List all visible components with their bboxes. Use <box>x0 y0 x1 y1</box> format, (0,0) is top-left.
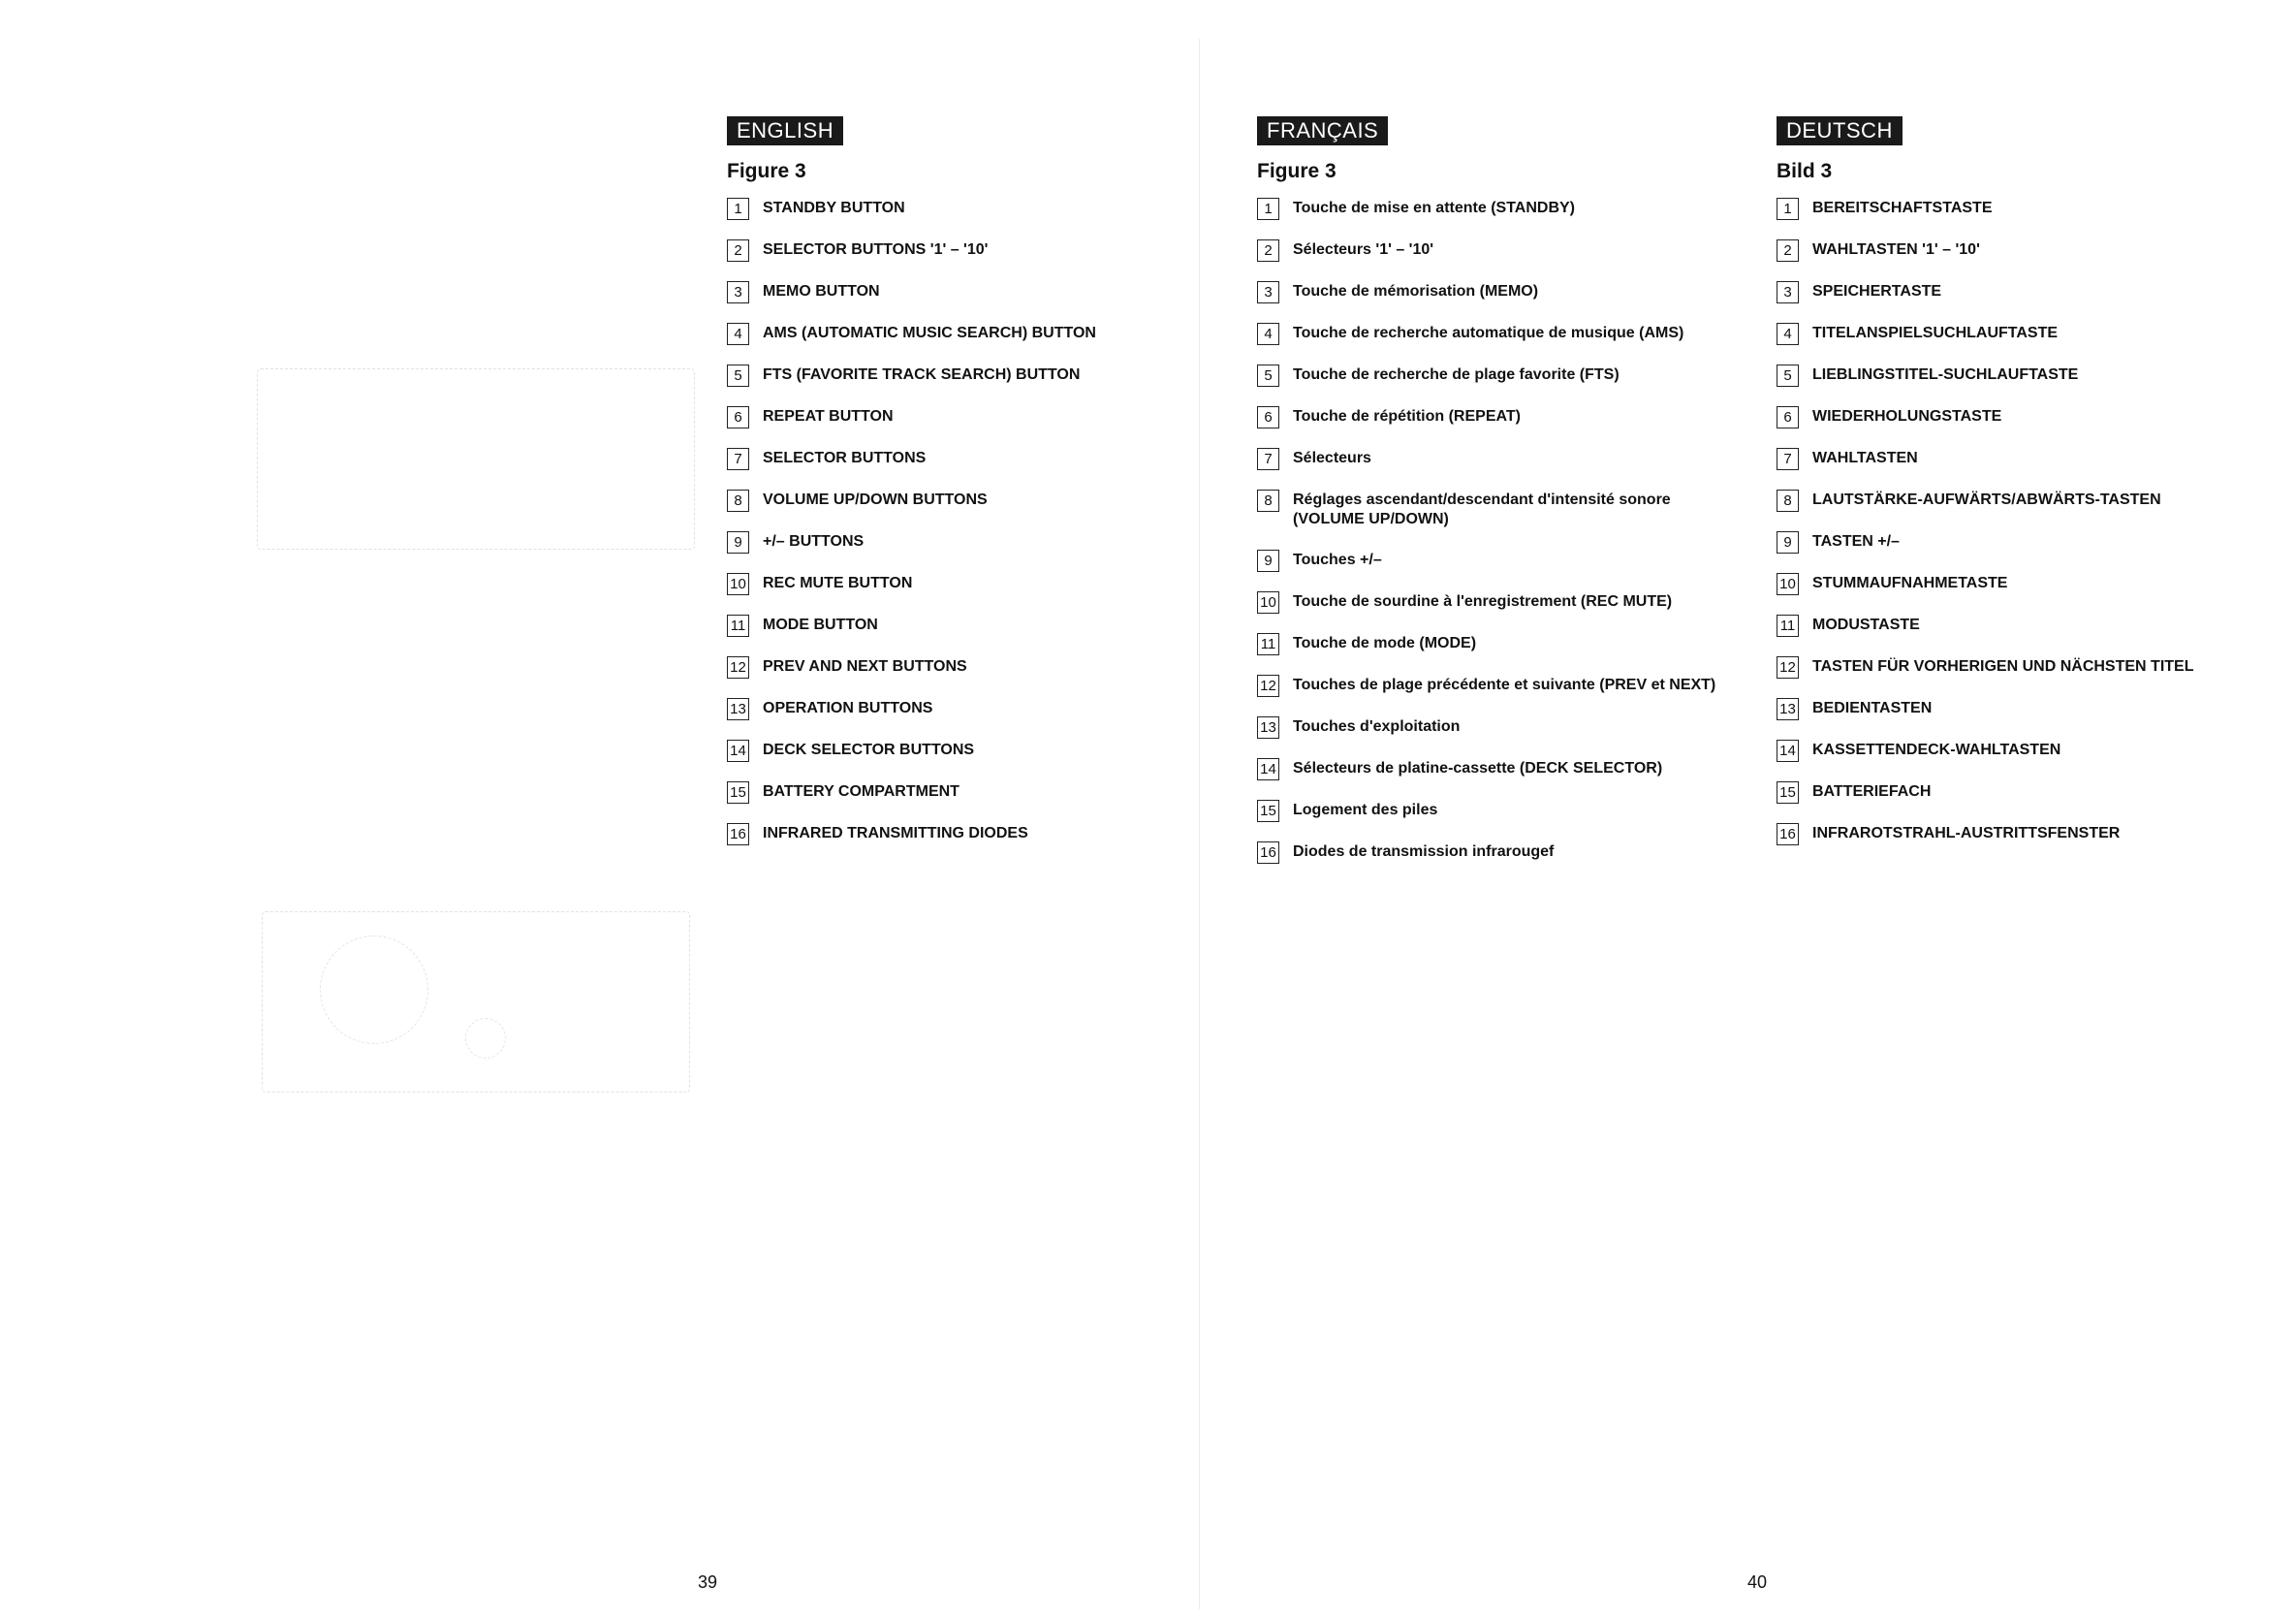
item-label <box>763 740 974 760</box>
item-number-box: 12 <box>727 656 749 679</box>
item-label-line: SELECTOR BUTTONS <box>763 450 927 466</box>
item-number-box: 9 <box>1257 550 1279 572</box>
list-item <box>1777 573 2193 615</box>
item-label <box>763 406 894 427</box>
item-number-box: 6 <box>727 406 749 428</box>
list-item <box>1777 781 2193 823</box>
list-item <box>1777 239 2193 281</box>
item-label <box>763 823 1028 843</box>
item-label-line: MODUSTASTE <box>1812 617 1920 633</box>
item-number-box: 15 <box>727 781 749 804</box>
item-label <box>763 239 988 260</box>
item-number-box: 9 <box>727 531 749 554</box>
ghost-knob <box>465 1018 506 1059</box>
list-item <box>1777 698 2193 740</box>
list-item <box>1257 490 1715 550</box>
item-label-line: LAUTSTÄRKE-AUFWÄRTS/ABWÄRTS-TASTEN <box>1812 492 2161 508</box>
item-number-box: 12 <box>1777 656 1799 679</box>
figure-title-deutsch: Bild 3 <box>1777 160 1833 182</box>
list-item <box>1777 615 2193 656</box>
item-number-box: 11 <box>1777 615 1799 637</box>
francais-column <box>1257 116 1715 883</box>
item-label-line: SPEICHERTASTE <box>1812 283 1942 300</box>
item-label <box>1812 740 2060 760</box>
item-number-box: 16 <box>1257 841 1279 864</box>
item-label <box>763 781 959 802</box>
item-label <box>1293 323 1683 343</box>
item-label <box>763 281 880 301</box>
item-number-box: 16 <box>727 823 749 845</box>
item-label-line: MODE BUTTON <box>763 617 878 633</box>
item-label <box>1293 239 1433 260</box>
item-label-line: AMS (AUTOMATIC MUSIC SEARCH) BUTTON <box>763 325 1096 341</box>
item-label-line: Touche de répétition (REPEAT) <box>1293 408 1521 425</box>
item-number-box: 14 <box>727 740 749 762</box>
parts-list-deutsch <box>1777 198 2193 865</box>
item-label <box>1293 365 1620 385</box>
item-number-box: 3 <box>727 281 749 303</box>
item-label <box>763 573 912 593</box>
item-label-line: STANDBY BUTTON <box>763 200 905 216</box>
item-label <box>1812 198 1992 218</box>
item-number-box: 1 <box>1257 198 1279 220</box>
list-item <box>1257 239 1715 281</box>
item-label-line: MEMO BUTTON <box>763 283 880 300</box>
item-number-box: 8 <box>1777 490 1799 512</box>
item-label-line: BATTERIEFACH <box>1812 783 1932 800</box>
item-label <box>1812 365 2078 385</box>
list-item <box>1257 758 1715 800</box>
list-item <box>727 781 1096 823</box>
item-number-box: 10 <box>1777 573 1799 595</box>
list-item <box>1777 281 2193 323</box>
item-label-line: SELECTOR BUTTONS '1' – '10' <box>763 241 989 258</box>
item-label <box>763 365 1080 385</box>
item-label <box>763 448 926 468</box>
language-tag-francais: FRANÇAIS <box>1257 116 1388 145</box>
item-label <box>1812 406 2001 427</box>
item-label <box>1812 823 2120 843</box>
list-item <box>1257 323 1715 365</box>
item-label <box>763 615 878 635</box>
item-label-line: TITELANSPIELSUCHLAUFTASTE <box>1812 325 2059 341</box>
item-label <box>1293 406 1521 427</box>
item-number-box: 15 <box>1257 800 1279 822</box>
item-label-line: Touche de mode (MODE) <box>1293 635 1477 651</box>
item-label <box>1293 448 1371 468</box>
item-number-box: 15 <box>1777 781 1799 804</box>
item-label <box>1293 841 1554 862</box>
item-number-box: 5 <box>1777 365 1799 387</box>
list-item <box>727 448 1096 490</box>
item-number-box: 7 <box>1257 448 1279 470</box>
item-number-box: 4 <box>1257 323 1279 345</box>
item-label-line: DECK SELECTOR BUTTONS <box>763 742 975 758</box>
parts-list-francais <box>1257 198 1715 883</box>
list-item <box>1777 448 2193 490</box>
item-number-box: 14 <box>1257 758 1279 780</box>
item-label-line: Réglages ascendant/descendant d'intensité sonore <box>1293 492 1671 508</box>
item-number-box: 2 <box>1777 239 1799 262</box>
item-label <box>763 698 932 718</box>
item-number-box: 10 <box>1257 591 1279 614</box>
item-number-box: 3 <box>1777 281 1799 303</box>
item-label <box>763 531 864 552</box>
item-label <box>1812 281 1941 301</box>
list-item <box>727 698 1096 740</box>
deutsch-column <box>1777 116 2193 865</box>
item-label <box>1812 656 2193 677</box>
item-label <box>763 490 988 510</box>
item-label <box>1293 490 1671 529</box>
list-item <box>1257 800 1715 841</box>
item-label-line: Touches de plage précédente et suivante (PREV et NEXT) <box>1293 677 1716 693</box>
item-label-line: Touche de sourdine à l'enregistrement (REC MUTE) <box>1293 593 1673 610</box>
item-label <box>1812 448 1918 468</box>
item-label-line: Diodes de transmission infrarougef <box>1293 843 1555 860</box>
item-label <box>763 656 967 677</box>
item-number-box: 8 <box>1257 490 1279 512</box>
item-label-line: Touche de mémorisation (MEMO) <box>1293 283 1539 300</box>
list-item <box>727 239 1096 281</box>
item-number-box: 6 <box>1257 406 1279 428</box>
item-number-box: 2 <box>727 239 749 262</box>
item-label-line: BEDIENTASTEN <box>1812 700 1933 716</box>
item-label-line: BEREITSCHAFTSTASTE <box>1812 200 1993 216</box>
list-item <box>1777 490 2193 531</box>
item-label-line: Touches +/– <box>1293 552 1382 568</box>
item-number-box: 10 <box>727 573 749 595</box>
list-item <box>727 490 1096 531</box>
item-number-box: 5 <box>1257 365 1279 387</box>
item-label <box>1812 615 1920 635</box>
list-item <box>1257 591 1715 633</box>
item-label <box>1812 698 1932 718</box>
item-label-line: KASSETTENDECK-WAHLTASTEN <box>1812 742 2061 758</box>
item-label-line: Touche de recherche automatique de musique (AMS) <box>1293 325 1684 341</box>
item-label-line: Sélecteurs de platine-cassette (DECK SELECTOR) <box>1293 760 1663 777</box>
item-label <box>1293 633 1476 653</box>
item-label-line: BATTERY COMPARTMENT <box>763 783 959 800</box>
list-item <box>1257 841 1715 883</box>
item-label <box>763 323 1096 343</box>
item-label <box>1293 758 1662 778</box>
item-number-box: 8 <box>727 490 749 512</box>
item-label <box>1293 281 1538 301</box>
ghost-device-top <box>257 368 695 550</box>
item-number-box: 5 <box>727 365 749 387</box>
list-item <box>727 656 1096 698</box>
item-label-line: Sélecteurs '1' – '10' <box>1293 241 1434 258</box>
item-label-line: STUMMAUFNAHMETASTE <box>1812 575 2008 591</box>
item-number-box: 11 <box>727 615 749 637</box>
list-item <box>1257 281 1715 323</box>
item-number-box: 13 <box>727 698 749 720</box>
list-item <box>727 281 1096 323</box>
language-tag-english: ENGLISH <box>727 116 843 145</box>
item-number-box: 3 <box>1257 281 1279 303</box>
item-label-line: WAHLTASTEN '1' – '10' <box>1812 241 1980 258</box>
page-fold <box>1199 39 1200 1609</box>
item-label-line: Sélecteurs <box>1293 450 1371 466</box>
item-label-line: REC MUTE BUTTON <box>763 575 913 591</box>
english-column <box>727 116 1096 865</box>
item-label <box>1293 198 1575 218</box>
item-number-box: 13 <box>1257 716 1279 739</box>
list-item <box>1777 198 2193 239</box>
list-item <box>1777 656 2193 698</box>
item-label-line: REPEAT BUTTON <box>763 408 894 425</box>
item-label-line: +/– BUTTONS <box>763 533 865 550</box>
item-label <box>1812 323 2058 343</box>
list-item <box>1257 633 1715 675</box>
list-item <box>1777 365 2193 406</box>
item-number-box: 16 <box>1777 823 1799 845</box>
list-item <box>727 531 1096 573</box>
list-item <box>1257 448 1715 490</box>
item-label <box>1293 800 1437 820</box>
item-label <box>1812 239 1980 260</box>
item-number-box: 7 <box>1777 448 1799 470</box>
list-item <box>727 823 1096 865</box>
item-label <box>1812 531 1900 552</box>
item-label <box>763 198 905 218</box>
list-item <box>1257 550 1715 591</box>
item-label-line: Touche de recherche de plage favorite (FTS) <box>1293 366 1620 383</box>
item-label-line: WIEDERHOLUNGSTASTE <box>1812 408 2002 425</box>
item-label-line: WAHLTASTEN <box>1812 450 1918 466</box>
item-label-line: FTS (FAVORITE TRACK SEARCH) BUTTON <box>763 366 1081 383</box>
item-label-line: Logement des piles <box>1293 802 1438 818</box>
item-number-box: 4 <box>1777 323 1799 345</box>
page-number-right: 40 <box>1747 1572 1768 1592</box>
item-label-line: LIEBLINGSTITEL-SUCHLAUFTASTE <box>1812 366 2079 383</box>
list-item <box>1777 823 2193 865</box>
list-item <box>1257 365 1715 406</box>
item-label <box>1293 675 1715 695</box>
item-number-box: 11 <box>1257 633 1279 655</box>
item-label-line: TASTEN +/– <box>1812 533 1900 550</box>
item-label <box>1812 490 2161 510</box>
item-label-line: OPERATION BUTTONS <box>763 700 933 716</box>
item-label-line: INFRAROTSTRAHL-AUSTRITTSFENSTER <box>1812 825 2121 841</box>
item-label <box>1293 550 1382 570</box>
item-label <box>1812 781 1931 802</box>
item-number-box: 2 <box>1257 239 1279 262</box>
item-number-box: 7 <box>727 448 749 470</box>
item-number-box: 14 <box>1777 740 1799 762</box>
list-item <box>727 198 1096 239</box>
item-number-box: 4 <box>727 323 749 345</box>
list-item <box>727 573 1096 615</box>
parts-list-english <box>727 198 1096 865</box>
page-number-left: 39 <box>698 1572 718 1592</box>
item-label-line: VOLUME UP/DOWN BUTTONS <box>763 492 988 508</box>
list-item <box>1257 675 1715 716</box>
list-item <box>1777 406 2193 448</box>
item-label-line: (VOLUME UP/DOWN) <box>1293 511 1449 527</box>
list-item <box>727 323 1096 365</box>
list-item <box>727 365 1096 406</box>
list-item <box>727 406 1096 448</box>
language-tag-deutsch: DEUTSCH <box>1777 116 1903 145</box>
item-label <box>1293 716 1460 737</box>
item-label <box>1812 573 2007 593</box>
item-label <box>1293 591 1672 612</box>
ghost-dial <box>320 936 428 1044</box>
list-item <box>1777 740 2193 781</box>
item-label-line: Touches d'exploitation <box>1293 718 1461 735</box>
list-item <box>727 740 1096 781</box>
item-label-line: INFRARED TRANSMITTING DIODES <box>763 825 1028 841</box>
item-number-box: 1 <box>727 198 749 220</box>
item-label-line: TASTEN FÜR VORHERIGEN UND NÄCHSTEN TITEL <box>1812 658 2194 675</box>
item-label-line: Touche de mise en attente (STANDBY) <box>1293 200 1575 216</box>
item-number-box: 6 <box>1777 406 1799 428</box>
list-item <box>1777 531 2193 573</box>
list-item <box>1257 198 1715 239</box>
list-item <box>1777 323 2193 365</box>
figure-title-francais: Figure 3 <box>1257 160 1337 182</box>
item-number-box: 1 <box>1777 198 1799 220</box>
item-number-box: 12 <box>1257 675 1279 697</box>
figure-title-english: Figure 3 <box>727 160 806 182</box>
item-label-line: PREV AND NEXT BUTTONS <box>763 658 967 675</box>
list-item <box>1257 406 1715 448</box>
item-number-box: 13 <box>1777 698 1799 720</box>
list-item <box>1257 716 1715 758</box>
list-item <box>727 615 1096 656</box>
item-number-box: 9 <box>1777 531 1799 554</box>
